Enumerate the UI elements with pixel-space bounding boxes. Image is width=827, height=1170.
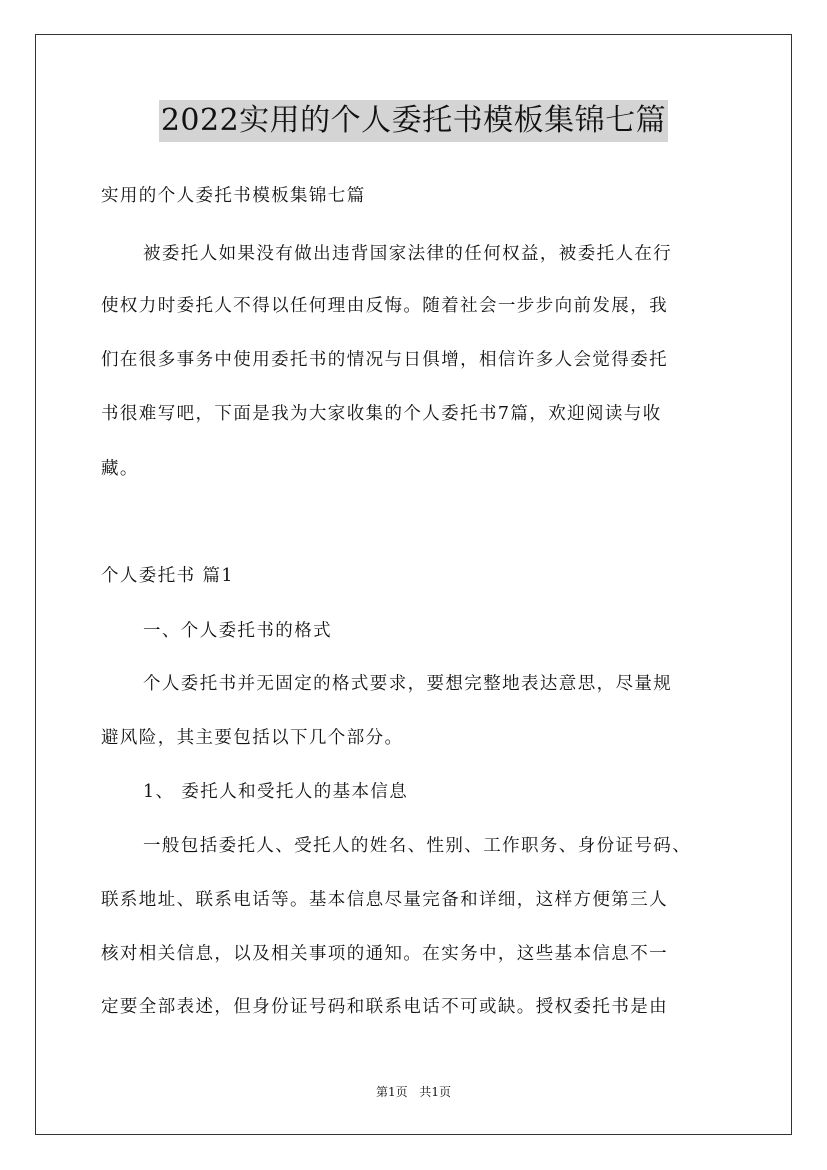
paragraph-line: 联系地址、联系电话等。基本信息尽量完备和详细，这样方便第三人: [101, 890, 668, 910]
intro-line: 使权力时委托人不得以任何理由反悔。随着社会一步步向前发展，我: [101, 296, 668, 316]
document-title: 2022实用的个人委托书模板集锦七篇: [159, 100, 668, 142]
paragraph-line: 个人委托书并无固定的格式要求，要想完整地表达意思，尽量规: [143, 674, 673, 694]
list-item: 1、 委托人和受托人的基本信息: [143, 782, 409, 802]
section-heading: 个人委托书 篇1: [101, 566, 234, 586]
intro-line: 被委托人如果没有做出违背国家法律的任何权益，被委托人在行: [143, 244, 673, 264]
page-number: 第1页: [375, 1085, 408, 1099]
subheading: 一、个人委托书的格式: [143, 621, 332, 641]
page-footer: [0, 1083, 827, 1100]
paragraph-line: 定要全部表述，但身份证号码和联系电话不可或缺。授权委托书是由: [101, 997, 668, 1017]
paragraph-line: 一般包括委托人、受托人的姓名、性别、工作职务、身份证号码、: [143, 836, 692, 856]
paragraph-line: 核对相关信息，以及相关事项的通知。在实务中，这些基本信息不一: [101, 944, 668, 964]
intro-line: 们在很多事务中使用委托书的情况与日俱增，相信许多人会觉得委托: [101, 350, 668, 370]
paragraph-line: 避风险，其主要包括以下几个部分。: [101, 728, 404, 748]
intro-line: 书很难写吧，下面是我为大家收集的个人委托书7篇，欢迎阅读与收: [101, 404, 662, 424]
page-total: 共1页: [419, 1085, 452, 1099]
intro-line: 藏。: [101, 459, 139, 479]
document-subtitle: 实用的个人委托书模板集锦七篇: [101, 186, 366, 206]
